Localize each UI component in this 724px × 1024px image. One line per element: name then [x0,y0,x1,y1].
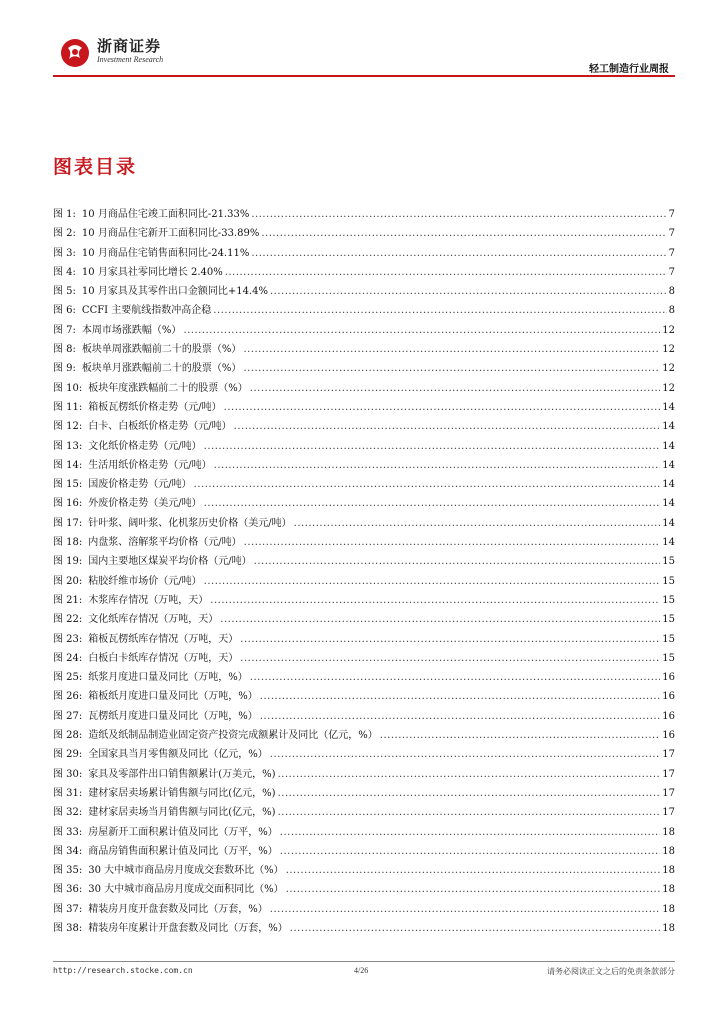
footer-disclaimer: 请务必阅读正文之后的免责条款部分 [547,967,675,976]
toc-entry-page: 14 [662,537,675,549]
toc-entry-title: 板块单周涨跌幅前二十的股票（%） [81,344,242,356]
toc-leader-dots [243,359,660,378]
toc-entry-title: 文化纸价格走势（元/吨） [88,440,202,452]
toc-leader-dots [194,475,661,494]
toc-entry-number: 图 18: [53,537,83,549]
toc-entry-title: 10 月商品住宅新开工面积同比-33.89% [81,228,260,240]
toc-entry-number: 图 24: [53,652,83,664]
toc-leader-dots [286,861,661,880]
report-type: 轻工制造行业周报 [589,64,669,75]
toc-leader-dots [270,745,660,764]
toc-entry-page: 17 [662,768,675,780]
toc-entry-number: 图 16: [53,498,83,510]
toc-entry-number: 图 6: [53,305,76,317]
toc-entry[interactable] [53,301,675,320]
toc-entry[interactable] [53,900,675,919]
toc-entry-number: 图 1: [53,209,76,220]
toc-entry-title: 30 大中城市商品房月度成交面积同比（%） [88,884,284,896]
toc-entry-title: 板块单月涨跌幅前二十的股票（%） [81,363,242,375]
toc-entry[interactable] [53,668,675,687]
toc-entry-page: 18 [662,865,675,877]
toc-entry[interactable] [53,649,675,668]
toc-entry-page: 16 [662,710,675,722]
toc-entry-number: 图 37: [53,903,83,915]
toc-title: 图表目录 [53,156,138,178]
toc-entry-page: 18 [662,826,675,838]
toc-entry-page: 14 [662,479,675,491]
toc-entry-number: 图 14: [53,459,83,471]
toc-entry-number: 图 9: [53,363,76,375]
toc-entry[interactable] [53,263,675,282]
toc-entry-number: 图 19: [53,556,83,568]
toc-entry-number: 图 8: [53,344,76,356]
toc-entry[interactable] [53,591,675,610]
toc-entry[interactable] [53,224,675,243]
toc-leader-dots [254,552,661,571]
table-of-figures [53,205,675,938]
toc-leader-dots [243,340,660,359]
toc-entry[interactable] [53,803,675,822]
toc-leader-dots [278,765,661,784]
toc-entry-page: 18 [662,845,675,857]
toc-entry[interactable] [53,687,675,706]
toc-entry-number: 图 13: [53,440,83,452]
toc-leader-dots [290,919,660,938]
toc-leader-dots [220,610,660,629]
toc-entry-number: 图 30: [53,768,83,780]
toc-entry-title: 本周市场涨跌幅（%） [81,324,182,336]
toc-entry-title: 文化纸库存情况（万吨，天） [88,614,219,626]
toc-entry-number: 图 26: [53,691,83,703]
toc-entry[interactable] [53,784,675,803]
toc-entry-number: 图 20: [53,575,83,587]
toc-entry-page: 7 [668,247,675,259]
toc-leader-dots [251,244,666,263]
toc-entry[interactable] [53,417,675,436]
toc-entry-title: 瓦楞纸月度进口量及同比（万吨，%） [88,710,258,722]
toc-leader-dots [286,880,661,899]
toc-entry-number: 图 34: [53,845,83,857]
toc-leader-dots [214,456,661,475]
toc-entry-number: 图 3: [53,247,76,259]
toc-leader-dots [225,263,667,282]
toc-entry-number: 图 28: [53,730,83,742]
toc-leader-dots [380,726,660,745]
toc-entry-number: 图 2: [53,228,76,240]
toc-leader-dots [294,514,661,533]
toc-entry[interactable] [53,437,675,456]
toc-entry-number: 图 7: [53,324,76,336]
toc-entry-number: 图 11: [53,401,83,413]
toc-leader-dots [224,398,661,417]
toc-leader-dots [278,803,661,822]
toc-entry-title: 板块年度涨跌幅前二十的股票（%） [88,382,248,394]
toc-entry-page: 12 [662,382,675,394]
toc-entry[interactable] [53,572,675,591]
toc-entry-page: 14 [662,517,675,529]
toc-entry-page: 18 [662,903,675,915]
toc-entry-number: 图 35: [53,865,83,877]
toc-entry-title: 箱板纸月度进口量及同比（万吨，%） [88,691,258,703]
toc-entry-page: 15 [662,652,675,664]
toc-entry-title: 10 月家具及其零件出口金额同比+14.4% [81,286,268,298]
toc-entry-number: 图 12: [53,421,83,433]
toc-entry-title: 生活用纸价格走势（元/吨） [88,459,212,471]
zheshang-logo-icon [60,38,90,68]
toc-entry[interactable] [53,321,675,340]
toc-entry-page: 14 [662,459,675,471]
toc-entry[interactable] [53,726,675,745]
toc-entry-page: 18 [662,922,675,934]
brand [97,38,163,65]
toc-entry-page: 16 [662,730,675,742]
toc-leader-dots [261,224,666,243]
toc-entry-title: 精装房月度开盘套数及同比（万套，%） [88,903,268,915]
toc-entry[interactable] [53,745,675,764]
toc-entry-number: 图 17: [53,517,83,529]
toc-entry[interactable] [53,340,675,359]
brand-name-cn: 浙商证券 [97,37,162,55]
toc-entry-number: 图 38: [53,922,83,934]
toc-entry-title: 商品房销售面积累计值及同比（万平，%） [88,845,278,857]
toc-entry-page: 14 [662,440,675,452]
toc-entry-title: 外废价格走势（美元/吨） [88,498,202,510]
toc-entry-title: 全国家具当月零售额及同比（亿元，%） [88,749,268,761]
toc-entry-title: 建材家居卖场当月销售额与同比(亿元，%) [88,807,276,819]
toc-entry[interactable] [53,861,675,880]
toc-entry[interactable] [53,610,675,629]
toc-entry-page: 14 [662,401,675,413]
toc-entry-page: 7 [668,266,675,278]
toc-entry[interactable] [53,359,675,378]
toc-leader-dots [213,301,666,320]
page-header [0,0,724,80]
toc-leader-dots [234,417,661,436]
toc-entry-title: 箱板瓦楞纸库存情况（万吨，天） [88,633,239,645]
toc-leader-dots [250,379,660,398]
toc-entry[interactable] [53,379,675,398]
toc-entry-number: 图 23: [53,633,83,645]
toc-entry-number: 图 21: [53,594,83,606]
toc-entry-title: CCFI 主要航线指数冲高企稳 [81,305,212,317]
toc-entry-title: 针叶浆、阔叶浆、化机浆历史价格（美元/吨） [88,517,292,529]
toc-entry-number: 图 5: [53,286,76,298]
toc-leader-dots [240,630,660,649]
toc-entry[interactable] [53,282,675,301]
toc-entry-title: 10 月商品住宅销售面积同比-24.11% [81,247,250,259]
toc-entry[interactable] [53,880,675,899]
toc-leader-dots [280,842,660,861]
toc-entry[interactable] [53,244,675,263]
toc-entry-page: 16 [662,691,675,703]
footer-divider [53,961,675,962]
toc-entry-number: 图 36: [53,884,83,896]
toc-entry-page: 16 [662,672,675,684]
toc-entry-title: 10 月家具社零同比增长 2.40% [81,266,223,278]
toc-leader-dots [260,687,660,706]
toc-entry-page: 15 [662,614,675,626]
toc-entry-number: 图 4: [53,266,76,278]
brand-name-en: Investment Research [97,55,164,64]
toc-entry[interactable] [53,842,675,861]
toc-entry-title: 粘胶纤维市场价（元/吨） [88,575,202,587]
toc-entry-title: 30 大中城市商品房月度成交套数环比（%） [88,865,284,877]
toc-leader-dots [280,823,660,842]
toc-leader-dots [204,494,661,513]
toc-entry-title: 内盘浆、溶解浆平均价格（元/吨） [88,537,242,549]
toc-entry-number: 图 33: [53,826,83,838]
toc-entry[interactable] [53,552,675,571]
toc-leader-dots [183,321,660,340]
toc-leader-dots [204,572,661,591]
toc-leader-dots [204,437,661,456]
toc-leader-dots [260,707,660,726]
toc-entry-number: 图 31: [53,787,83,799]
toc-entry-page: 14 [662,421,675,433]
toc-leader-dots [270,282,667,301]
toc-entry-page: 17 [662,807,675,819]
toc-entry-title: 白卡、白板纸价格走势（元/吨） [88,421,232,433]
toc-entry[interactable] [53,205,675,224]
toc-entry-title: 箱板瓦楞纸价格走势（元/吨） [88,401,222,413]
toc-entry-number: 图 32: [53,807,83,819]
toc-entry[interactable] [53,514,675,533]
toc-entry[interactable] [53,475,675,494]
toc-leader-dots [240,649,660,668]
toc-entry-page: 15 [662,575,675,587]
toc-leader-dots [251,205,666,224]
toc-entry-number: 图 29: [53,749,83,761]
toc-leader-dots [210,591,660,610]
toc-entry-page: 17 [662,749,675,761]
toc-entry-title: 造纸及纸制品制造业固定资产投资完成额累计及同比（亿元，%） [88,730,378,742]
toc-entry-title: 房屋新开工面积累计值及同比（万平，%） [88,826,278,838]
toc-entry[interactable] [53,765,675,784]
toc-entry[interactable] [53,533,675,552]
toc-entry-title: 白板白卡纸库存情况（万吨，天） [88,652,239,664]
toc-entry[interactable] [53,456,675,475]
toc-entry-page: 8 [668,305,675,317]
toc-entry-number: 图 15: [53,479,83,491]
toc-entry-page: 18 [662,884,675,896]
toc-entry-page: 12 [662,363,675,375]
toc-entry-page: 15 [662,594,675,606]
toc-entry-title: 木浆库存情况（万吨，天） [88,594,209,606]
toc-entry-page: 7 [668,209,675,220]
toc-entry-number: 图 10: [53,382,83,394]
toc-entry-number: 图 22: [53,614,83,626]
toc-entry-title: 10 月商品住宅竣工面积同比-21.33% [81,209,250,220]
toc-entry-page: 12 [662,324,675,336]
toc-entry[interactable] [53,630,675,649]
toc-leader-dots [250,668,660,687]
toc-entry-title: 建材家居卖场累计销售额与同比(亿元，%) [88,787,276,799]
toc-entry-page: 17 [662,787,675,799]
toc-leader-dots [270,900,660,919]
toc-entry[interactable] [53,494,675,513]
footer-page-number: 4/26 [354,966,369,975]
toc-entry-title: 家具及零部件出口销售额累计(万美元，%) [88,768,276,780]
toc-entry-number: 图 27: [53,710,83,722]
toc-entry[interactable] [53,707,675,726]
toc-leader-dots [278,784,661,803]
toc-entry-page: 15 [662,556,675,568]
toc-entry-title: 精装房年度累计开盘套数及同比（万套，%） [88,922,288,934]
footer-url-link[interactable]: http://research.stocke.com.cn [53,966,193,975]
toc-leader-dots [244,533,661,552]
toc-entry[interactable] [53,823,675,842]
toc-entry-number: 图 25: [53,672,83,684]
toc-entry-page: 15 [662,633,675,645]
toc-entry[interactable] [53,398,675,417]
toc-entry-title: 国废价格走势（元/吨） [88,479,192,491]
toc-entry-page: 7 [668,228,675,240]
toc-entry-page: 14 [662,498,675,510]
toc-entry-page: 8 [668,286,675,298]
toc-entry-page: 12 [662,344,675,356]
toc-entry-title: 国内主要地区煤炭平均价格（元/吨） [88,556,252,568]
toc-entry[interactable] [53,919,675,938]
header-divider [53,75,675,77]
toc-entry-title: 纸浆月度进口量及同比（万吨，%） [88,672,248,684]
